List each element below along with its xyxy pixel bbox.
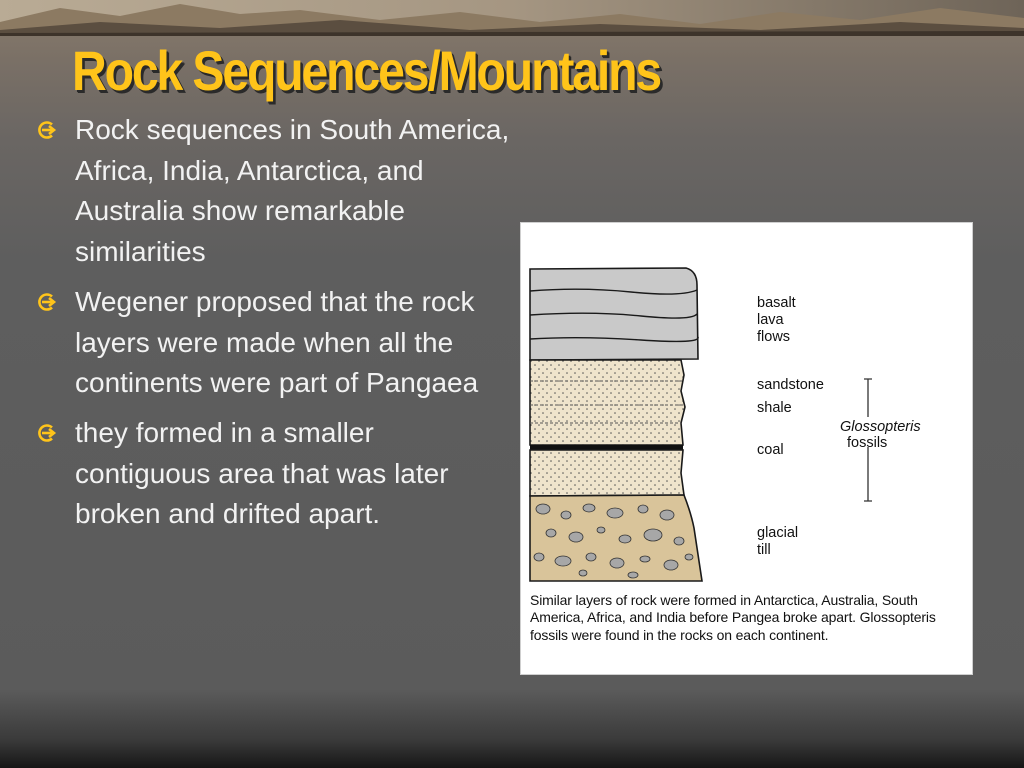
mountain-banner xyxy=(0,0,1024,36)
bullet-text: Rock sequences in South America, Africa, India, Antarctica, and Australia show remarkable similarities xyxy=(75,114,510,268)
label-shale: shale xyxy=(757,400,792,416)
bullet-text: they formed in a smaller contiguous area that was later broken and drifted apart. xyxy=(75,416,449,530)
circled-arrow-icon xyxy=(36,119,58,141)
bullet-item xyxy=(36,282,516,404)
label-basalt: basalt xyxy=(757,295,796,311)
bullet-list xyxy=(36,110,516,544)
slide-title: Rock Sequences/Mountains xyxy=(72,39,661,102)
label-flows: flows xyxy=(757,329,791,345)
label-fossils: fossils xyxy=(847,435,888,451)
bullet-text: Wegener proposed that the rock layers were made when all the continents were part of Pangaea xyxy=(75,285,479,399)
label-till: till xyxy=(757,542,771,558)
label-glossopteris: Glossopteris xyxy=(840,419,921,435)
circled-arrow-icon xyxy=(36,291,58,313)
label-glacial: glacial xyxy=(757,525,799,541)
rock-column xyxy=(521,223,974,593)
label-coal: coal xyxy=(757,442,784,458)
label-lava: lava xyxy=(757,312,784,328)
figure-caption: Similar layers of rock were formed in Antarctica, Australia, South America, Africa, and India before Pangea broke apart. Glossopteris fossils were found in the rocks on each continent. xyxy=(530,592,936,643)
label-sandstone: sandstone xyxy=(757,377,824,393)
circled-arrow-icon xyxy=(36,422,58,444)
rock-sequence-figure xyxy=(520,222,973,675)
sandstone-shale-layer xyxy=(530,360,685,445)
bullet-item xyxy=(36,413,516,535)
bullet-item xyxy=(36,110,516,273)
